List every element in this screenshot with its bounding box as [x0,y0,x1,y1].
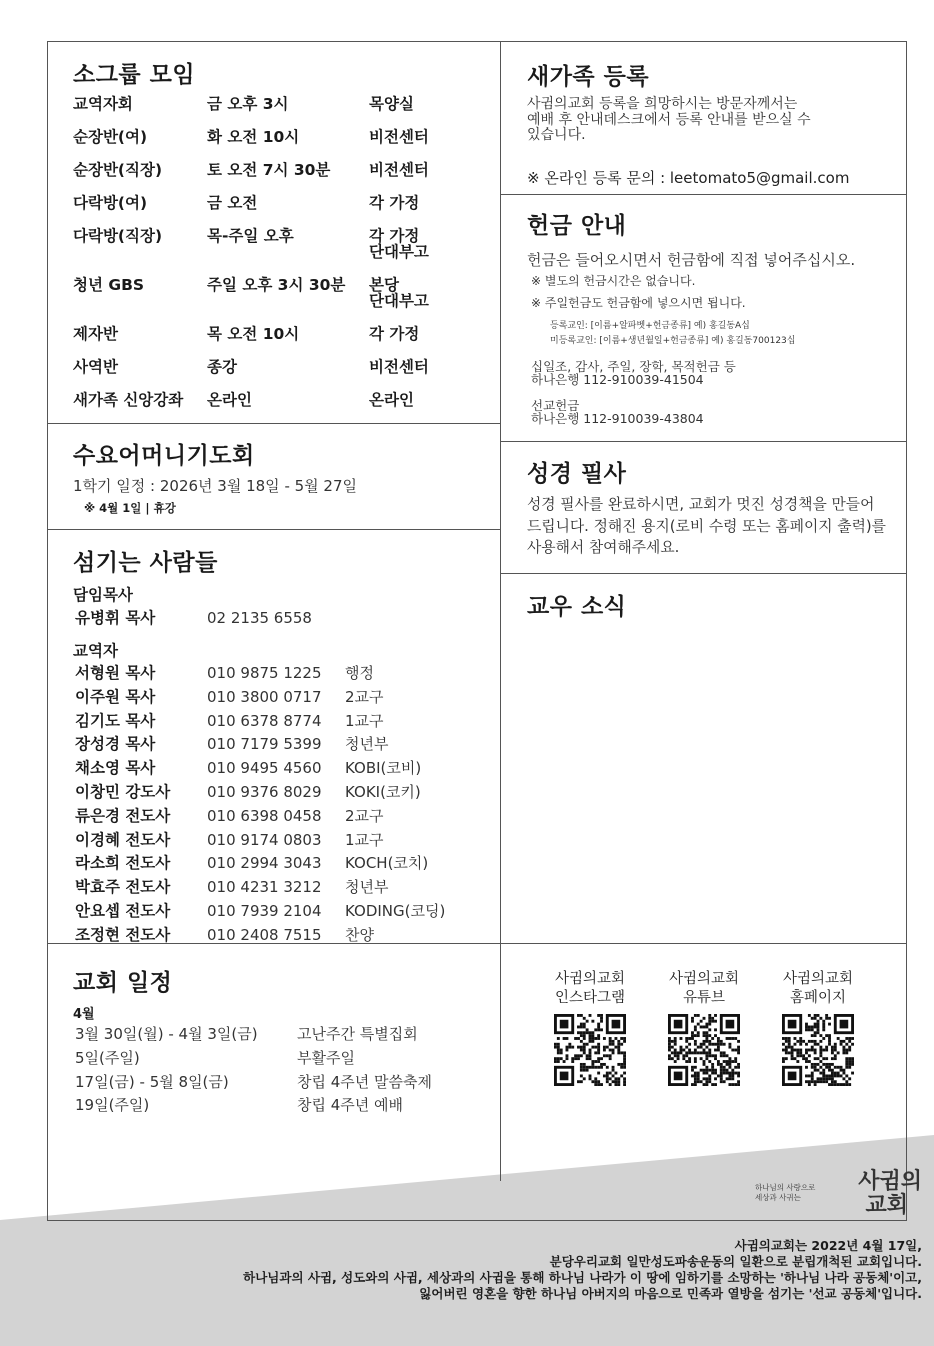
footer-line-2: 분당우리교회 일만성도파송운동의 일환으로 분립개척된 교회입니다. [549,1254,922,1269]
youtube-link[interactable] [662,970,746,1090]
calendar-events [73,1022,434,1119]
small-group-place: 본당 단대부고 [369,276,429,310]
small-group-name: 다락방(직장) [73,227,163,245]
small-group-place: 비전센터 [369,161,429,179]
church-logo [842,1170,922,1218]
divider [500,943,907,944]
newcomer-body: 사귐의교회 등록을 희망하시는 방문자께서는 예배 후 안내데스크에서 등록 안내를 받으실 수 있습니다. [527,96,811,143]
staff-name: 채소영 목사 [75,759,156,778]
calendar-event: 부활주일 [297,1048,355,1067]
staff-phone: 010 7179 5399 [207,735,322,754]
newcomer-title: 새가족 등록 [527,64,650,90]
offering-account2-label: 선교헌금 [531,398,580,413]
staff-name: 김기도 목사 [75,711,156,730]
small-group-place: 각 가정 단대부고 [369,227,429,261]
staff-name: 라소희 전도사 [75,854,171,873]
staff-phone: 010 9875 1225 [207,664,322,682]
staff-row [75,758,445,780]
calendar-title: 교회 일정 [73,970,173,996]
instagram-label: 사귐의교회 인스타그램 [554,971,626,1006]
staff-role: 2교구 [345,806,384,825]
bible-title: 성경 필사 [527,461,627,487]
small-group-row [73,96,469,129]
staff-row [75,925,445,947]
logo-text-2: 교회 [865,1193,908,1218]
small-group-time: 화 오전 10시 [207,128,300,146]
youtube-qr-icon[interactable] [668,1014,740,1086]
small-group-time: 종강 [207,358,237,376]
small-group-name: 교역자회 [73,95,133,113]
staff-phone: 010 9376 8029 [207,782,322,801]
staff-role: KOBI(코비) [345,759,422,778]
staff-name: 이창민 강도사 [75,782,171,801]
offering-note2: ※ 주일헌금도 헌금함에 넣으시면 됩니다. [531,296,746,310]
offering-account1: 하나은행 112-910039-41504 [531,372,704,387]
calendar-event: 고난주간 특별집회 [297,1025,418,1043]
wednesday-note: ※ 4월 1일 | 휴강 [84,501,176,515]
staff-role: 1교구 [345,830,384,849]
small-group-time: 목-주일 오후 [207,227,294,245]
small-group-name: 제자반 [73,325,118,343]
small-group-name: 사역반 [73,358,118,376]
offering-note1: ※ 별도의 헌금시간은 없습니다. [531,274,696,288]
staff-row [75,782,445,804]
footer-text [243,1238,922,1302]
divider [500,441,907,442]
small-group-time: 주일 오후 3시 30분 [207,276,346,294]
offering-title: 헌금 안내 [527,213,627,239]
bible-body: 성경 필사를 완료하시면, 교회가 멋진 성경책을 만들어 드립니다. 정해진 용지(로비 수령 또는 홈페이지 출력)를 사용해서 참여해주세요. [527,496,886,556]
staff-row [75,853,445,875]
footer-line-3: 하나님과의 사귐, 성도와의 사귐, 세상과의 사귐을 통해 하나님 나라가 이 땅에 임하기를 소망하는 '하나님 나라 공동체'이고, [243,1270,922,1285]
small-group-row [73,392,469,425]
staff-role: 2교구 [345,687,384,706]
small-group-place: 비전센터 [369,128,429,146]
small-group-name: 순장반(여) [73,128,148,146]
staff-row [75,806,445,828]
offering-reg1: 등록교인: [이름+알파벳+헌금종류] 예) 홍길동A십 [550,321,750,331]
small-group-table [73,96,469,425]
staff-phone: 010 2994 3043 [207,854,322,873]
logo-tagline: 하나님의 사랑으로 세상과 사귀는 [755,1183,816,1202]
staff-phone: 010 4231 3212 [207,878,322,897]
small-group-name: 청년 GBS [73,276,145,294]
divider [47,529,500,530]
staff-list [73,661,447,949]
staff-phone: 010 2408 7515 [207,925,322,944]
offering-account2: 하나은행 112-910039-43804 [531,411,704,426]
staff-phone: 010 3800 0717 [207,687,322,706]
logo-text-1: 사귐의 [858,1169,922,1194]
staff-name: 박효주 전도사 [75,878,171,897]
calendar-event: 창립 4주년 예배 [297,1096,404,1115]
small-group-title: 소그룹 모임 [73,62,196,88]
news-title: 교우 소식 [527,594,627,620]
calendar-row [75,1072,432,1094]
small-group-time: 토 오전 7시 30분 [207,161,331,179]
staff-name: 장성경 목사 [75,735,156,754]
small-group-place: 목양실 [369,95,414,113]
staff-role: 행정 [345,664,374,682]
calendar-row [75,1095,432,1117]
footer-line-1: 사귐의교회는 2022년 4월 17일, [734,1238,922,1253]
small-group-name: 새가족 신앙강좌 [73,391,184,409]
small-group-time: 온라인 [207,391,252,409]
instagram-qr-icon[interactable] [554,1014,626,1086]
staff-name: 이주원 목사 [75,687,156,706]
staff-phone: 010 6398 0458 [207,806,322,825]
small-group-place: 온라인 [369,391,414,409]
staff-role: KODING(코딩) [345,901,446,920]
small-group-time: 목 오전 10시 [207,325,300,343]
staff-phone: 010 7939 2104 [207,901,322,920]
staff-role: KOKI(코키) [345,782,421,801]
small-group-place: 비전센터 [369,358,429,376]
small-group-row [73,195,469,228]
offering-account1-label: 십일조, 감사, 주일, 장학, 목적헌금 등 [531,359,736,374]
staff-role: 1교구 [345,711,384,730]
staff-row [75,877,445,899]
calendar-row [75,1024,432,1046]
newcomer-online: ※ 온라인 등록 문의 : leetomato5@gmail.com [527,169,850,187]
youtube-label: 사귐의교회 유튜브 [668,971,740,1006]
footer-line-4: 잃어버린 영혼을 향한 하나님 아버지의 마음으로 민족과 열방을 섬기는 '선교 공동체'입니다. [419,1286,922,1301]
senior-pastor-name: 유병휘 목사 [75,609,156,627]
staff-row [75,734,445,756]
staff-role: 찬양 [345,925,374,944]
senior-pastor-label: 담임목사 [73,586,133,604]
offering-reg2: 미등록교인: [이름+생년월일+헌금종류] 예) 홍길동700123십 [550,336,796,346]
small-group-time: 금 오후 3시 [207,95,289,113]
small-group-row [73,228,469,277]
staff-row [75,663,445,685]
staff-role: 청년부 [345,735,389,754]
staff-row [75,901,445,923]
small-group-name: 다락방(여) [73,194,148,212]
small-group-place: 각 가정 [369,194,420,212]
staff-name: 조정현 전도사 [75,925,171,944]
small-group-place: 각 가정 [369,325,420,343]
calendar-row [75,1048,432,1070]
offering-body: 헌금은 들어오시면서 헌금함에 직접 넣어주십시오. [527,251,856,269]
senior-pastor [73,606,345,632]
calendar-month: 4월 [73,1007,95,1022]
staff-label: 교역자 [73,642,118,660]
small-group-time: 금 오전 [207,194,258,212]
homepage-label: 사귐의교회 홈페이지 [782,971,854,1006]
staff-name: 류은경 전도사 [75,806,171,825]
staff-row [75,687,445,709]
small-group-row [73,326,469,359]
senior-pastor-phone: 02 2135 6558 [207,609,312,627]
staff-name: 서형원 목사 [75,664,156,682]
calendar-date: 17일(금) - 5월 8일(금) [75,1072,229,1091]
staff-role: 청년부 [345,878,389,897]
homepage-link[interactable] [776,970,860,1090]
small-group-row [73,359,469,392]
staff-row [75,711,445,733]
staff-name: 이경혜 전도사 [75,830,171,849]
homepage-qr-icon[interactable] [782,1014,854,1086]
divider [500,194,907,195]
column-divider [500,41,501,1181]
wednesday-schedule: 1학기 일정 : 2026년 3월 18일 - 5월 27일 [73,477,357,495]
small-group-row [73,129,469,162]
divider [500,573,907,574]
calendar-event: 창립 4주년 말씀축제 [297,1072,433,1091]
wednesday-title: 수요어머니기도회 [73,443,255,469]
small-group-name: 순장반(직장) [73,161,163,179]
staff-phone: 010 9174 0803 [207,830,322,849]
calendar-date: 3월 30일(월) - 4월 3일(금) [75,1025,258,1043]
instagram-link[interactable] [548,970,632,1090]
calendar-date: 5일(주일) [75,1048,140,1067]
staff-name: 안요셉 전도사 [75,901,171,920]
calendar-date: 19일(주일) [75,1096,150,1115]
staff-phone: 010 9495 4560 [207,759,322,778]
staff-row [75,830,445,852]
servants-title: 섬기는 사람들 [73,550,218,576]
small-group-row [73,162,469,195]
staff-phone: 010 6378 8774 [207,711,322,730]
small-group-row [73,277,469,326]
staff-role: KOCH(코치) [345,854,429,873]
